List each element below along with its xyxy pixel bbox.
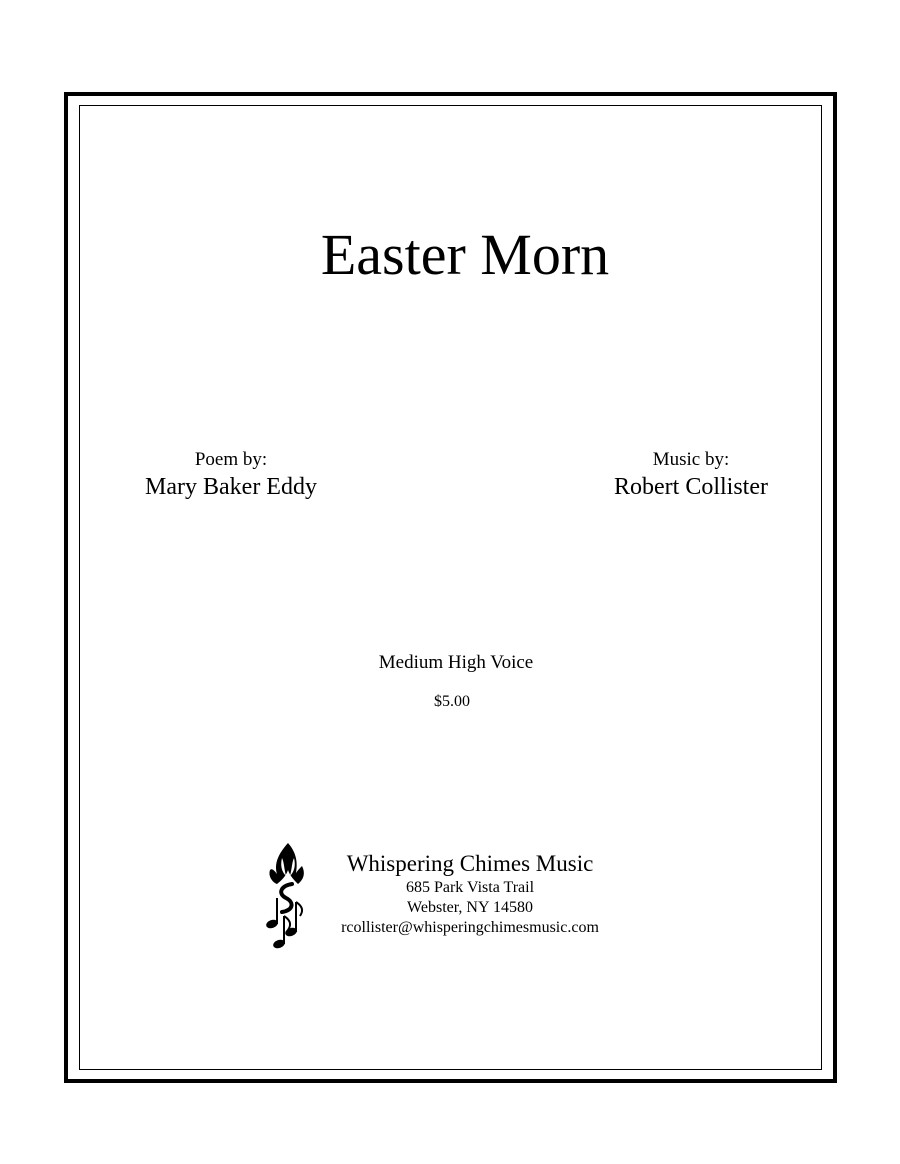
publisher-address-line2: Webster, NY 14580: [407, 899, 533, 916]
whispering-chimes-logo-icon: [260, 840, 310, 952]
voice-type: Medium High Voice: [378, 652, 534, 673]
publisher-block: [320, 850, 620, 938]
page-title: Easter Morn: [320, 222, 610, 287]
composer-name: Robert Collister: [614, 474, 768, 500]
publisher-name: Whispering Chimes Music: [346, 851, 594, 876]
poet-name: Mary Baker Eddy: [145, 474, 317, 500]
publisher-address-line1: 685 Park Vista Trail: [405, 879, 535, 896]
music-label: Music by:: [652, 449, 730, 470]
publisher-email[interactable]: rcollister@whisperingchimesmusic.com: [341, 919, 599, 936]
price: $5.00: [434, 693, 470, 710]
poem-credit: [131, 448, 331, 502]
music-credit: [591, 448, 791, 502]
poem-label: Poem by:: [194, 449, 268, 470]
